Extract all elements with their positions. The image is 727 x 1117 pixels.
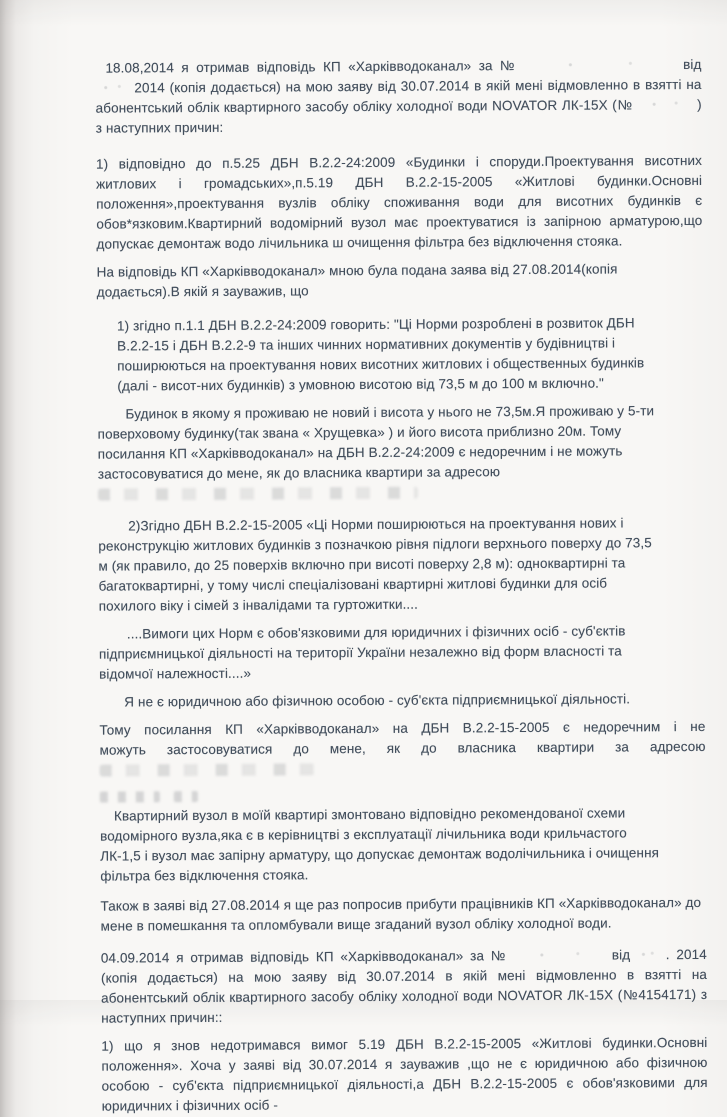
- text-run: ) з наступних причин:: [95, 96, 702, 136]
- redaction-smudge: [98, 487, 418, 501]
- text-run: . 2014 (копія додається) на мою заяву від 30.07.2014 в якій мені відмовленно в взятті на абонентський облік квартирного засобу обліку холодної води NOVATOR ЛК-15Х (№4154171) з наступних причин::: [100, 946, 708, 1026]
- para-quote-vymohy: ....Вимоги цих Норм є обов'язковими для юридичних і фізичних осіб - суб'єктів підприємницької діяльності на території України незалежно від форм власності та відомчої належності....»: [98, 623, 626, 682]
- redacted-gap: [95, 81, 129, 92]
- redacted-gap: [637, 98, 692, 109]
- para-response-04-09: [101, 945, 707, 1029]
- redaction-smudge: [174, 791, 198, 802]
- para-zayava-27-08: На відповідь КП «Харківводоканал» мною була подана заява від 27.08.2014(копія додається).В якій я зауважив, що: [96, 261, 618, 300]
- para-response-18-08: [95, 55, 701, 139]
- para-not-entrepreneur: Я не є юридичною або фізичною особою - суб'єкта підприємницької діяльності.: [124, 691, 631, 710]
- redaction-smudge: [100, 791, 160, 802]
- redacted-gap: [637, 948, 659, 959]
- text-run: від: [605, 947, 638, 963]
- redacted-gap: [515, 949, 605, 961]
- redaction-smudge: [100, 783, 706, 801]
- para-kvartyrnyi-vuzol: Квартирний вузол в моїй квартирі змонтовано відповідно рекомендованої схеми водомірного вузла,яка є в керівництві з експлуатації лічильника води крильчастого ЛК-1,5 і вузол має запірну арматуру, що допускає демонтаж водолічильника і очищення фільтра без відключення стояка.: [100, 805, 660, 884]
- text-run: Тому посилання КП «Харківводоканал» на ДБН В.2.2-15-2005 є недоречним і не можуть застосовуватися до мене, як до власника квартири за адресою: [99, 718, 706, 758]
- redaction-smudge: [100, 764, 315, 777]
- text-run: 18.08,2014 я отримав відповідь КП «Харківводоканал» за №: [105, 58, 526, 76]
- para-reason-2: 1) що я знов недотримався вимог 5.19 ДБН В.2.2-15-2005 «Житлові будинки.Основні положення». Хоча у заяві від 30.07.2014 я зауважив ,що не є юридичною або фізичною особою - суб'єкта підприємницької діяльності,а ДБН В.2.2-15-2005 є обов'язковими для юридичних і фізичних осіб -: [101, 1034, 708, 1114]
- redacted-gap: [526, 58, 676, 70]
- para-conclusion-dbn-15: [99, 717, 705, 781]
- para-reason-dbn: 1) відповідно до п.5.25 ДБН В.2.2-24:2009 «Будинки і споруди.Проектування висотних житлових і громадських»,п.5.19 ДБН В.2.2-15-2005 «Житлові будинки.Основні положення»,проектування вузлів обліку споживання води для висотних будинків є обов*язковим.Квартирний водомірний вузол має проектуватися із запірною арматурою,що допускає демонтаж водо лічильника ш очищення фільтра без відключення стояка.: [95, 152, 703, 252]
- para-quote-dbn-24-2009: 1) згідно п.1.1 ДБН В.2.2-24:2009 говорить: "Ці Норми розроблені в розвиток ДБН В.2.2-15 і ДБН В.2.2-9 та інших чинних нормативних документів у будівництві і поширюються на проектування нових висотних житлових і общественных будинків (далі - висот-них будинків) з умовною висотою від 73,5 м до 100 м включно.": [116, 315, 645, 394]
- para-quote-dbn-15-2005: 2)Згідно ДБН В.2.2-15-2005 «Ці Норми поширюються на проектування нових і реконструкцію житлових будинків з позначкою рівня підлоги верхнього поверху до 73,5 м (як правило, до 25 поверхів включно при висоті поверху 2,8 м): одноквартирні та багатоквартирні, у тому числі спеціалізовані квартирні житлові будинки для осіб похилого віку і сімей з інвалідами та гуртожитки....: [98, 515, 652, 614]
- text-run: 2014 (копія додається) на мою заяву від 30.07.2014 в якій мені відмовленно в взятті на абонентський облік квартирного засобу обліку холодної води NOVATOR ЛК-15Х (№: [95, 76, 702, 116]
- text-run: Будинок в якому я проживаю не новий і висота у нього не 73,5м.Я проживаю у 5-ти поверховому будинку(так звана « Хрущевка» ) и його висота приблизно 20м. Тому посилання КП «Харківводоканал» на ДБН В.2.2-24:2009 є недоречним і не можуть застосовуватися до мене, як до власника квартири за адресою: [97, 403, 655, 482]
- para-request-plomb: Також в заяві від 27.08.2014 я ще раз попросив прибути працівників КП «Харківводоканал» до мене в помешкання та опломбували вище згаданий вузол обліку холодної води.: [100, 894, 702, 934]
- para-building-height: [97, 401, 704, 505]
- text-run: від: [675, 56, 702, 73]
- text-run: 04.09.2014 я отримав відповідь КП «Харківводоканал» за №: [100, 948, 516, 966]
